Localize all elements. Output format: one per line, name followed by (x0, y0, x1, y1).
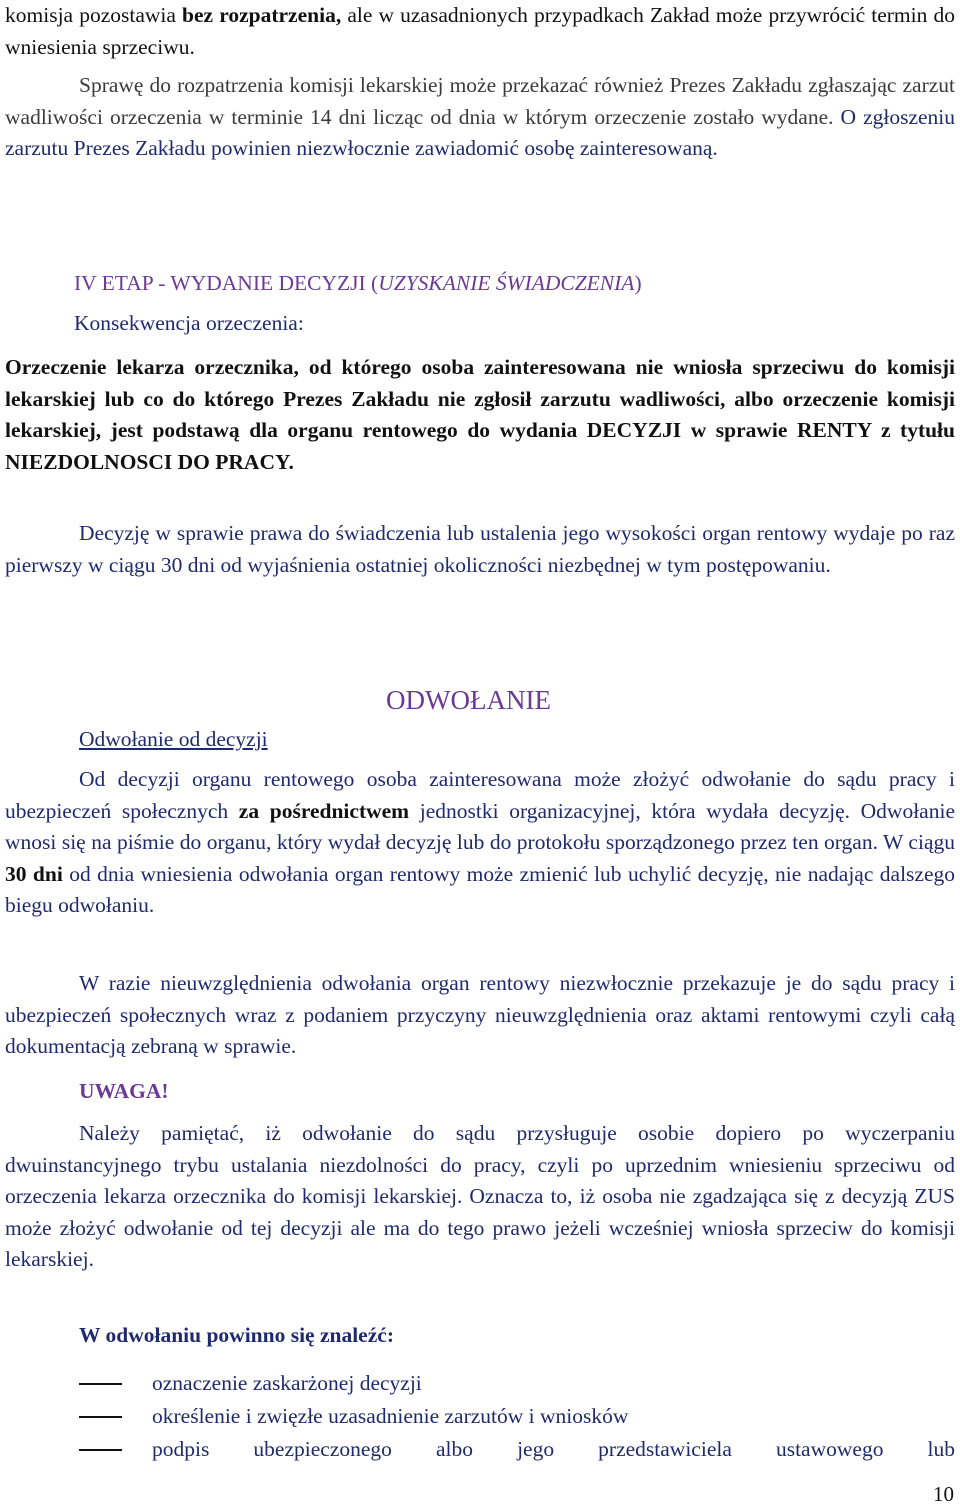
requirements-heading: W odwołaniu powinno się znaleźć: (79, 1323, 394, 1347)
odw-p1-bold2: 30 dni (5, 861, 63, 886)
list-item-text: podpis ubezpieczonego albo jego przedstawiciela ustawowego lub (152, 1437, 955, 1461)
odw-p1-a: Od decyzji organu rentowego osoba zainteresowana może złożyć odwołanie do sądu pracy i ubezpieczeń społecznych (5, 767, 955, 823)
list-item (5, 1401, 955, 1434)
odw-p1-c: od dnia wniesienia odwołania organ rentowy może zmienić lub uchylić decyzję, nie nadając dalszego biegu odwołaniu. (5, 861, 955, 917)
dash-bullet (79, 1383, 122, 1385)
etap-bold-paragraph: Orzeczenie lekarza orzecznika, od którego osoba zainteresowana nie wniosła sprzeciwu do komisji lekarskiej lub co do którego Prezes Zakładu nie zgłosił zarzutu wadliwości, albo orzeczenie komisji lekarskiej, jest podstawą dla organu rentowego do wydania DECYZJI w sprawie RENTY z tytułu NIEZDOLNOSCI DO PRACY. (5, 355, 955, 474)
etap-heading-b: ) (634, 271, 642, 295)
intro-paragraph-2 (5, 70, 955, 165)
etap-heading-a: IV ETAP - WYDANIE DECYZJI ( (74, 271, 379, 295)
page-number: 10 (933, 1482, 954, 1506)
intro-bold: bez rozpatrzenia, (182, 3, 342, 27)
list-item (5, 1434, 955, 1467)
dash-bullet (79, 1449, 122, 1451)
etap-paragraph: Decyzję w sprawie prawa do świadczenia lub ustalenia jego wysokości organ rentowy wydaje po raz pierwszy w ciągu 30 dni od wyjaśnienia ostatniej okoliczności niezbędnej w tym postępowaniu. (5, 521, 955, 577)
list-item-text: oznaczenie zaskarżonej decyzji (152, 1371, 422, 1395)
section-heading-etap (74, 268, 642, 299)
requirements-list (5, 1368, 955, 1467)
odwolanie-subtitle: Odwołanie od decyzji (79, 727, 268, 751)
intro-p2-text-a: Sprawę do rozpatrzenia komisji lekarskiej może przekazać również Prezes Zakładu zgłaszając zarzut wadliwości orzeczenia w terminie 14 dni licząc od dnia w którym orzeczenie zostało wydane. (5, 73, 955, 129)
intro-text-a: komisja pozostawia (5, 3, 183, 27)
intro-p2-text-b: O zgłoszeniu zarzutu Prezes Zakładu powinien niezwłocznie zawiadomić osobę zainteresowaną. (5, 104, 956, 160)
list-item (5, 1368, 955, 1401)
intro-paragraph-1 (5, 0, 955, 63)
dash-bullet (79, 1416, 122, 1418)
intro-text-b: ale w uzasadnionych przypadkach Zakład może przywrócić termin do wniesienia sprzeciwu. (5, 3, 955, 59)
odwolanie-title: ODWOŁANIE (386, 685, 551, 715)
odw-p1-b: jednostki organizacyjnej, która wydała decyzję. Odwołanie wnosi się na piśmie do organu, który wydał decyzję lub do protokołu sporządzonego przez ten organ. W ciągu (5, 798, 955, 854)
uwaga-label: UWAGA! (79, 1079, 169, 1103)
odwolanie-paragraph-2: W razie nieuwzględnienia odwołania organ rentowy niezwłocznie przekazuje je do sądu pracy i ubezpieczeń społecznych wraz z podaniem przyczyny nieuwzględnienia oraz aktami rentowymi czyli całą dokumentacją zebraną w sprawie. (5, 971, 955, 1058)
konsekwencja-heading: Konsekwencja orzeczenia: (74, 311, 304, 335)
odw-p1-bold: za pośrednictwem (238, 798, 410, 823)
uwaga-paragraph: Należy pamiętać, iż odwołanie do sądu przysługuje osobie dopiero po wyczerpaniu dwuinstancyjnego trybu ustalania niezdolności do pracy, czyli po uprzednim wniesieniu sprzeciwu od orzeczenia lekarza orzecznika do komisji lekarskiej. Oznacza to, iż osoba nie zgadzająca się z decyzją ZUS może złożyć odwołanie od tej decyzji ale ma do tego prawo jeżeli wcześniej wniosła sprzeciw do komisji lekarskiej. (5, 1121, 955, 1271)
list-item-text: określenie i zwięzłe uzasadnienie zarzutów i wniosków (152, 1404, 629, 1428)
odwolanie-paragraph-1 (5, 764, 955, 922)
etap-heading-italic: UZYSKANIE ŚWIADCZENIA (378, 271, 635, 295)
